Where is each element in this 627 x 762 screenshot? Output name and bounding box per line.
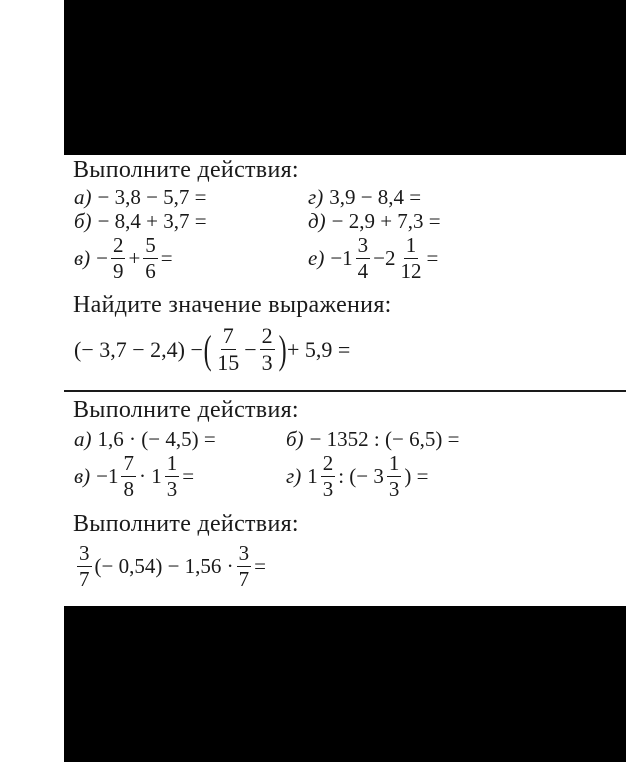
sign: − (96, 246, 108, 270)
denominator: 3 (166, 477, 178, 501)
task-1d (308, 209, 441, 234)
equals: = (426, 246, 439, 270)
task-1b (74, 209, 207, 234)
section4-title: Выполните действия: (73, 511, 299, 537)
section1-title: Выполните действия: (73, 157, 299, 183)
task-1e (308, 235, 438, 282)
task-3b (286, 427, 459, 452)
whole-part: 1 (307, 464, 318, 488)
denominator: 7 (238, 567, 250, 591)
numerator: 3 (357, 233, 369, 257)
fraction (260, 325, 275, 374)
expression-part: + 5,9 = (286, 336, 351, 362)
fraction (77, 543, 92, 590)
section3-title: Выполните действия: (73, 397, 299, 423)
denominator: 9 (112, 259, 124, 283)
denominator: 7 (79, 567, 90, 591)
open-paren: ( (203, 326, 212, 372)
task-1g (308, 185, 421, 210)
label: г) (308, 185, 324, 209)
denominator: 15 (217, 350, 240, 375)
worksheet (64, 155, 626, 606)
numerator: 5 (145, 233, 156, 257)
fraction (121, 453, 136, 500)
operator: + (128, 246, 141, 270)
denominator: 8 (123, 477, 134, 501)
label: а) (74, 427, 92, 451)
numerator: 1 (405, 233, 417, 257)
denominator: 3 (322, 477, 334, 501)
label: в) (74, 246, 91, 270)
expression: − 1352 : (− 6,5) = (309, 427, 460, 451)
expression: 1,6 · (− 4,5) = (97, 427, 216, 451)
expression-part: (− 3,7 − 2,4) − (74, 336, 203, 362)
numerator: 3 (238, 541, 250, 565)
operator: − (244, 336, 257, 362)
numerator: 7 (222, 323, 234, 348)
fraction (111, 235, 126, 282)
fraction (321, 453, 336, 500)
numerator: 1 (388, 451, 400, 475)
numerator: 3 (79, 541, 90, 565)
denominator: 4 (357, 259, 369, 283)
label: в) (74, 464, 91, 488)
fraction (399, 235, 424, 282)
fraction (237, 543, 252, 590)
fraction (215, 325, 241, 374)
label: д) (308, 209, 326, 233)
equals: ) = (404, 464, 429, 488)
task-3g (286, 453, 428, 500)
label: а) (74, 185, 92, 209)
numerator: 7 (123, 451, 134, 475)
equals: = (160, 246, 173, 270)
label: г) (286, 464, 302, 488)
divider (64, 390, 626, 392)
operator: −2 (373, 246, 396, 270)
expression: − 8,4 + 3,7 = (97, 209, 207, 233)
whole-part: −1 (96, 464, 119, 488)
task-4 (74, 543, 266, 590)
section2-title: Найдите значение выражения: (73, 292, 392, 318)
task-2 (74, 325, 350, 374)
fraction (143, 235, 158, 282)
operator: : (− 3 (338, 464, 384, 488)
expression-part: (− 0,54) − 1,56 · (94, 554, 234, 578)
fraction (356, 235, 371, 282)
denominator: 12 (400, 259, 422, 283)
label: е) (308, 246, 325, 270)
numerator: 2 (112, 233, 124, 257)
task-1v (74, 235, 173, 282)
numerator: 1 (166, 451, 178, 475)
denominator: 6 (145, 259, 156, 283)
fraction (387, 453, 402, 500)
close-paren: ) (278, 326, 287, 372)
operator: · 1 (138, 464, 162, 488)
expression: − 3,8 − 5,7 = (97, 185, 207, 209)
expression: 3,9 − 8,4 = (329, 185, 422, 209)
denominator: 3 (261, 350, 273, 375)
numerator: 2 (261, 323, 273, 348)
task-3v (74, 453, 194, 500)
task-3a (74, 427, 216, 452)
expression: − 2,9 + 7,3 = (331, 209, 441, 233)
whole-part: −1 (330, 246, 353, 270)
equals: = (254, 554, 267, 578)
denominator: 3 (388, 477, 400, 501)
task-1a (74, 185, 207, 210)
equals: = (182, 464, 195, 488)
numerator: 2 (322, 451, 334, 475)
label: б) (74, 209, 92, 233)
label: б) (286, 427, 304, 451)
fraction (165, 453, 180, 500)
